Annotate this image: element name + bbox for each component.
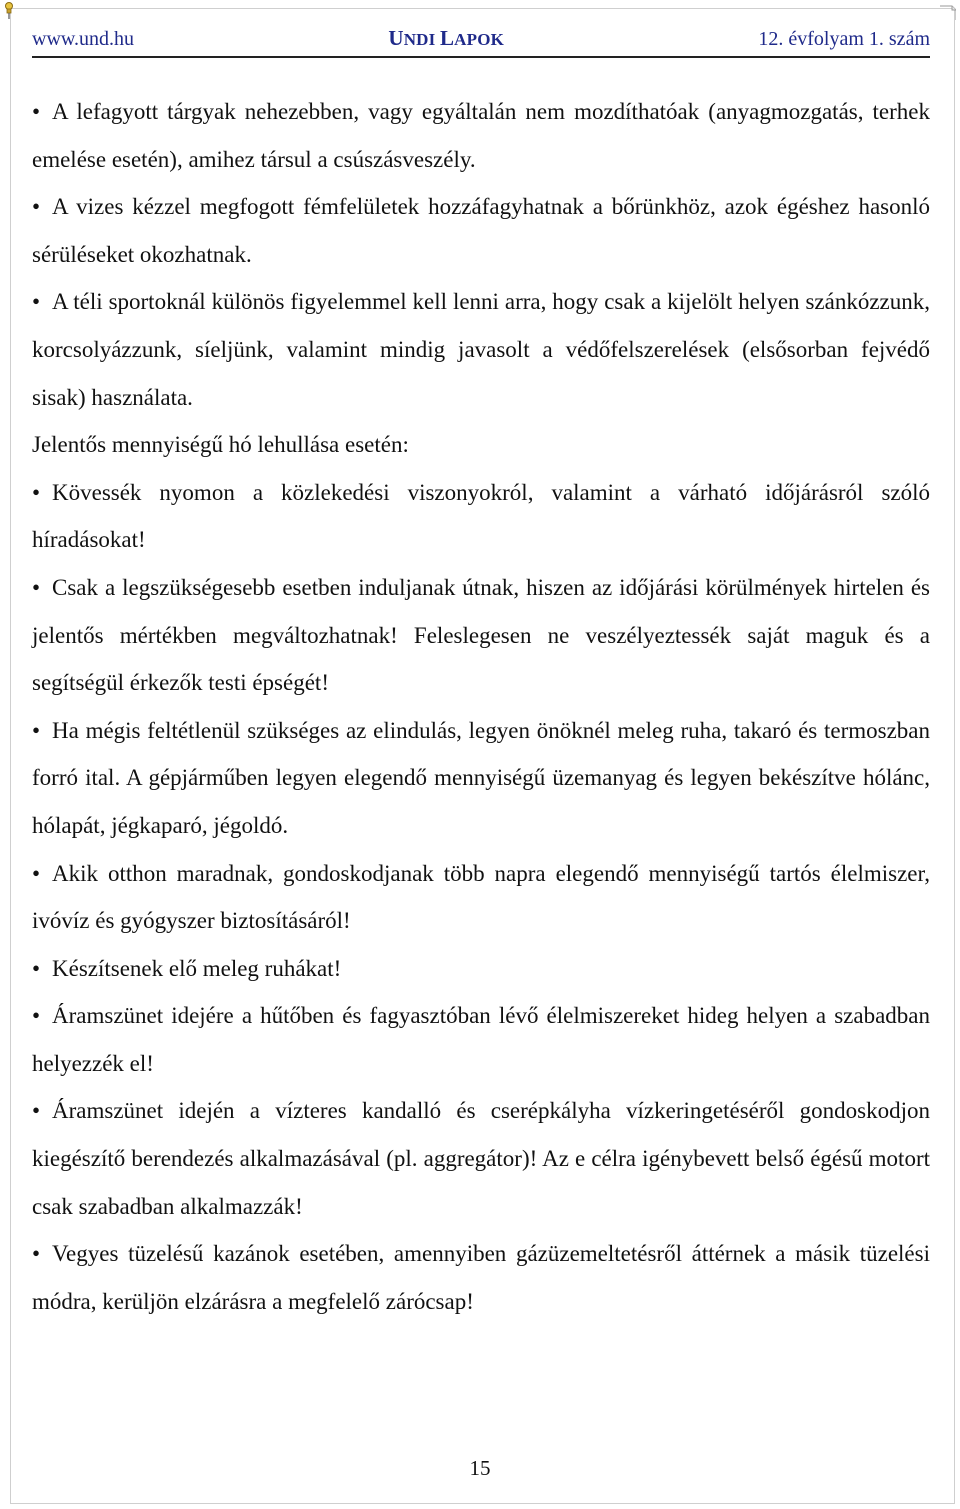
paragraph: • Áramszünet idejére a hűtőben és fagyasztóban lévő élelmiszereket hideg helyen a szabadban helyezzék el!: [32, 992, 930, 1087]
section-intro: Jelentős mennyiségű hó lehullása esetén:: [32, 432, 409, 458]
header-website: www.und.hu: [32, 28, 135, 50]
pushpin-icon: [2, 2, 16, 20]
header-issue: 12. évfolyam 1. szám: [758, 28, 930, 50]
paragraph: • Akik otthon maradnak, gondoskodjanak több napra elegendő mennyiségű tartós élelmiszer, ivóvíz és gyógyszer biztosításáról!: [32, 850, 930, 945]
document-body: [32, 88, 930, 1325]
paragraph: • Kövessék nyomon a közlekedési viszonyokról, valamint a várható időjárásról szóló híradásokat!: [32, 469, 930, 564]
paragraph: • A téli sportoknál különös figyelemmel kell lenni arra, hogy csak a kijelölt helyen szánkózzunk, korcsolyázzunk, síeljünk, valamint mindig javasolt a védőfelszerelések (elsősorban fejvédő sisak) használata.: [32, 278, 930, 421]
title-initial-l: L: [439, 26, 455, 50]
header-publication-title: [388, 26, 504, 51]
title-initial-u: U: [388, 26, 404, 50]
paragraph: • Áramszünet idején a vízteres kandalló és cserépkályha vízkeringetéséről gondoskodjon kiegészítő berendezés alkalmazásával (pl. aggregátor)! Az e célra igénybevett belső égésű motort csak szabadban alkalmazzák!: [32, 1087, 930, 1230]
page-corner-icon: [940, 4, 956, 20]
paragraph: • Készítsenek elő meleg ruhákat!: [32, 945, 930, 993]
paragraph: • Vegyes tüzelésű kazánok esetében, amennyiben gázüzemeltetésről áttérnek a másik tüzelési módra, kerüljön elzárásra a megfelelő zárócsap!: [32, 1230, 930, 1325]
paragraph: • Ha mégis feltétlenül szükséges az elindulás, legyen önöknél meleg ruha, takaró és termoszban forró ital. A gépjárműben legyen elegendő mennyiségű üzemanyag és legyen bekészítve hólánc, hólapát, jégkaparó, jégoldó.: [32, 707, 930, 850]
page-number: 15: [469, 1456, 491, 1480]
paragraph: • A vizes kézzel megfogott fémfelületek hozzáfagyhatnak a bőrünkhöz, azok égéshez hasonló sérüléseket okozhatnak.: [32, 183, 930, 278]
page-header: [32, 26, 930, 58]
title-rest-ndi: NDI: [403, 30, 440, 49]
title-rest-apok: APOK: [454, 30, 505, 49]
paragraph: • A lefagyott tárgyak nehezebben, vagy egyáltalán nem mozdíthatóak (anyagmozgatás, terhek emelése esetén), amihez társul a csúszásveszély.: [32, 88, 930, 183]
paragraph: • Csak a legszükségesebb esetben induljanak útnak, hiszen az időjárási körülmények hirtelen és jelentős mértékben megváltozhatnak! Feleslegesen ne veszélyeztessék saját maguk és a segítségül érkezők testi épségét!: [32, 564, 930, 707]
